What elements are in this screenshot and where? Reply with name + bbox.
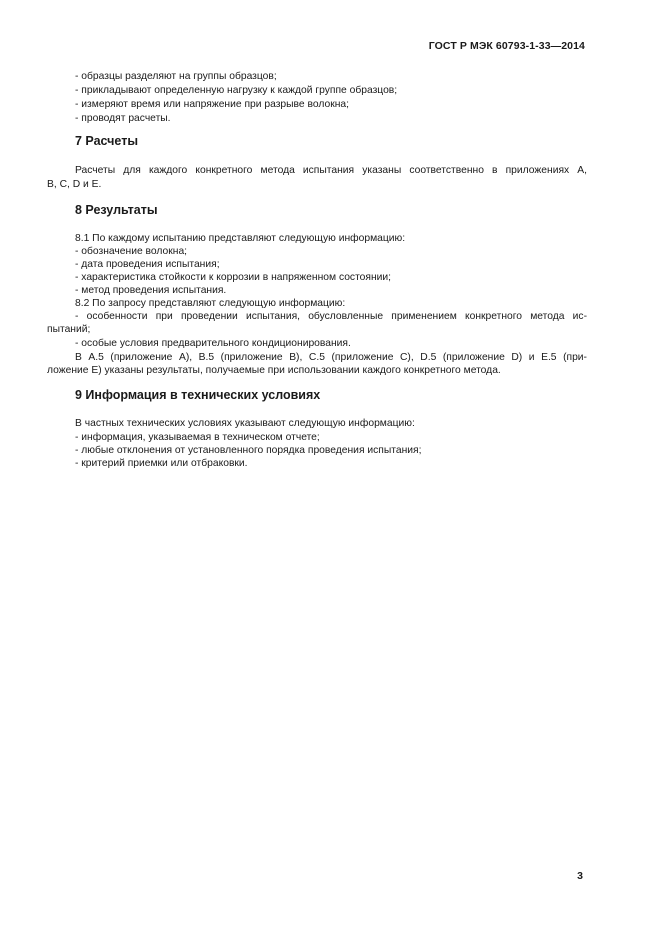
list-item: - особенности при проведении испытания, обусловленные применением конкретного метода ис- bbox=[75, 311, 587, 322]
list-item-continuation: пытаний; bbox=[47, 324, 91, 335]
paragraph-line: В частных технических условиях указывают следующую информацию: bbox=[75, 418, 415, 429]
list-item: - дата проведения испытания; bbox=[75, 259, 220, 270]
paragraph-line: В А.5 (приложение А), В.5 (приложение В), С.5 (приложение С), D.5 (приложение D) и Е.5 (при- bbox=[75, 352, 587, 363]
list-item: - характеристика стойкости к коррозии в напряженном состоянии; bbox=[75, 272, 392, 283]
page-number: 3 bbox=[577, 870, 583, 882]
list-item: - проводят расчеты. bbox=[75, 113, 171, 124]
list-item: - критерий приемки или отбраковки. bbox=[75, 458, 248, 469]
paragraph-line: ложение Е) указаны результаты, получаемые при использовании каждого конкретного метода. bbox=[47, 365, 501, 376]
paragraph-line: Расчеты для каждого конкретного метода испытания указаны соответственно в приложениях А, bbox=[75, 165, 587, 176]
list-item: - образцы разделяют на группы образцов; bbox=[75, 71, 277, 82]
list-item: - информация, указываемая в техническом отчете; bbox=[75, 432, 320, 443]
list-item: - обозначение волокна; bbox=[75, 246, 188, 257]
section-heading-7: 7 Расчеты bbox=[75, 134, 139, 148]
paragraph-line: В, С, D и Е. bbox=[47, 179, 102, 190]
paragraph-line: 8.1 По каждому испытанию представляют следующую информацию: bbox=[75, 233, 406, 244]
list-item: - любые отклонения от установленного порядка проведения испытания; bbox=[75, 445, 422, 456]
list-item: - измеряют время или напряжение при разрыве волокна; bbox=[75, 99, 349, 110]
paragraph-line: 8.2 По запросу представляют следующую информацию: bbox=[75, 298, 346, 309]
list-item: - метод проведения испытания. bbox=[75, 285, 227, 296]
section-heading-8: 8 Результаты bbox=[75, 203, 158, 217]
list-item: - особые условия предварительного кондиционирования. bbox=[75, 338, 351, 349]
list-item: - прикладывают определенную нагрузку к каждой группе образцов; bbox=[75, 85, 398, 96]
document-header: ГОСТ Р МЭК 60793-1-33—2014 bbox=[428, 40, 585, 52]
section-heading-9: 9 Информация в технических условиях bbox=[75, 388, 321, 402]
